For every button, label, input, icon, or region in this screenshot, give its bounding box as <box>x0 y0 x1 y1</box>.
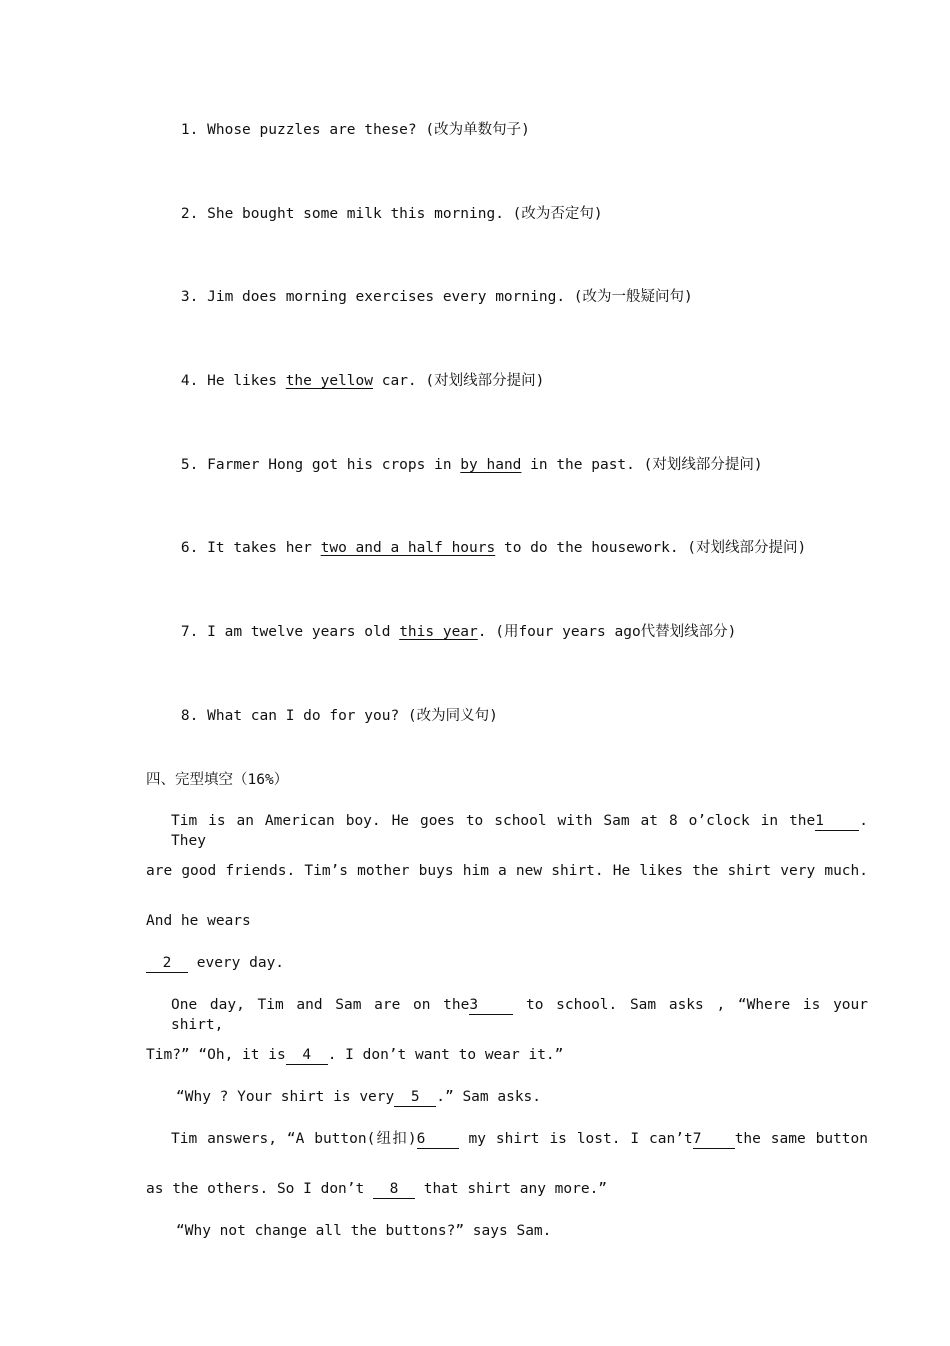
question-text: I am twelve years old <box>207 624 400 640</box>
underlined-phrase: this year <box>399 624 478 640</box>
underlined-phrase: the yellow <box>285 373 374 389</box>
question-number: 1. <box>180 122 199 138</box>
question-item <box>146 518 806 578</box>
passage-line: One day, Tim and Sam are on the3 to school. Sam asks , “Where is your shirt, <box>171 997 868 1033</box>
blank-3: 3 <box>469 996 513 1015</box>
question-number: 5. <box>180 457 199 473</box>
underlined-phrase: by hand <box>460 457 522 473</box>
question-number: 6. <box>180 540 199 556</box>
blank-8: 8 <box>373 1180 415 1199</box>
question-text: Farmer Hong got his crops in <box>207 457 461 473</box>
question-text: Whose puzzles are these? (改为单数句子) <box>207 122 530 138</box>
question-number: 2. <box>180 206 199 222</box>
blank-1: 1 <box>815 812 859 831</box>
question-number: 7. <box>180 624 199 640</box>
question-item <box>146 602 736 662</box>
question-number: 3. <box>180 289 199 305</box>
blank-4: 4 <box>286 1046 328 1065</box>
underlined-phrase: two and a half hours <box>320 540 496 556</box>
passage-line: “Why ? Your shirt is very 5 .” Sam asks. <box>176 1089 542 1105</box>
question-text-tail: . (用four years ago代替划线部分) <box>477 624 737 640</box>
passage-line: 2 every day. <box>146 953 284 973</box>
question-number: 8. <box>180 708 199 724</box>
question-item <box>146 351 544 411</box>
question-text: What can I do for you? (改为同义句) <box>207 708 498 724</box>
question-text: She bought some milk this morning. (改为否定句) <box>207 206 603 222</box>
question-text: He likes <box>207 373 286 389</box>
passage-line: Tim is an American boy. He goes to school with Sam at 8 o’clock in the1 . They <box>171 813 868 849</box>
passage-line: Tim?” “Oh, it is 4 . I don’t want to wear it.” <box>146 1047 564 1063</box>
section-title: 四、完型填空（16%） <box>146 772 289 788</box>
question-text-tail: car. (对划线部分提问) <box>373 373 545 389</box>
question-item <box>146 100 530 160</box>
question-item <box>146 686 498 746</box>
question-item <box>146 184 603 244</box>
question-text: Jim does morning exercises every morning. (改为一般疑问句) <box>207 289 693 305</box>
question-text-tail: to do the housework. (对划线部分提问) <box>495 540 807 556</box>
passage-line: Tim answers, “A button(纽扣)6 my shirt is lost. I can’t7 the same button <box>171 1131 868 1147</box>
question-text: It takes her <box>207 540 321 556</box>
passage-line: as the others. So I don’t 8 that shirt any more.” <box>146 1181 608 1197</box>
blank-6: 6 <box>417 1130 459 1149</box>
blank-7: 7 <box>693 1130 735 1149</box>
question-item <box>146 435 763 495</box>
question-item <box>146 267 693 327</box>
passage-line: are good friends. Tim’s mother buys him a new shirt. He likes the shirt very much. <box>146 863 868 879</box>
question-text-tail: in the past. (对划线部分提问) <box>521 457 763 473</box>
passage-line: “Why not change all the buttons?” says Sam. <box>176 1223 552 1239</box>
passage-line: And he wears <box>146 913 251 929</box>
blank-2: 2 <box>146 954 188 973</box>
question-number: 4. <box>180 373 199 389</box>
blank-5: 5 <box>394 1088 436 1107</box>
